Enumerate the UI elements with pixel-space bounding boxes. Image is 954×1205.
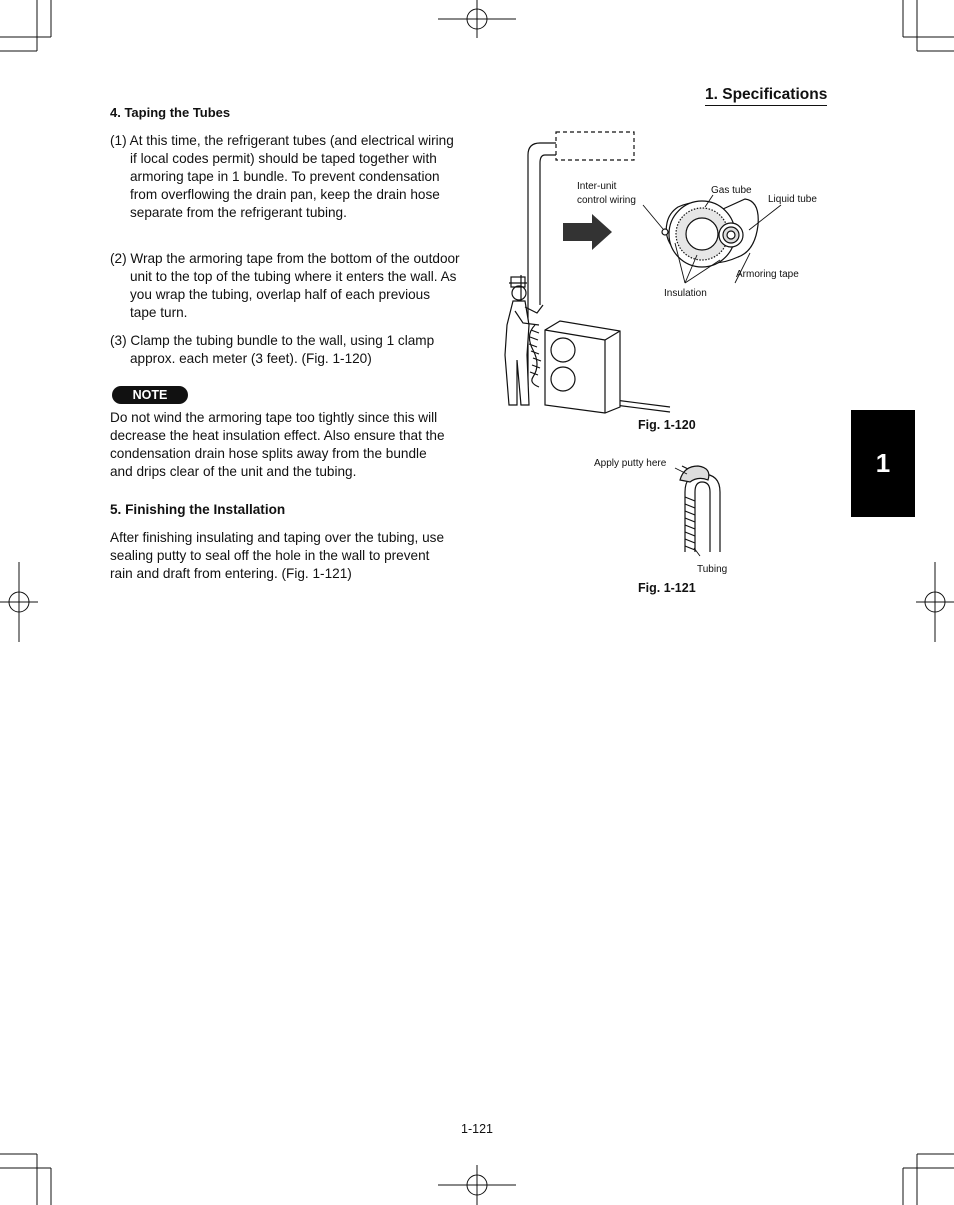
label-tubing: Tubing [697,564,728,575]
fig-1-121-caption: Fig. 1-121 [638,581,696,595]
taping-item-1: (1) At this time, the refrigerant tubes (and electrical wiring if local codes permit) should be taped together with armoring tape in 1 bundle. To prevent condensation from overflowing the drain pan, keep the drain hose separate from the refrigerant tubing. [110,133,454,220]
taping-item-3: (3) Clamp the tubing bundle to the wall, using 1 clamp approx. each meter (3 feet). (Fig. 1-120) [110,333,435,366]
finishing-heading: 5. Finishing the Installation [110,502,286,517]
label-armoring-tape: Armoring tape [736,269,799,280]
label-inter-unit-1: Inter-unit [577,181,617,192]
fig-1-120-illustration [495,125,825,415]
label-gas-tube: Gas tube [711,185,752,196]
chapter-tab: 1 [851,410,915,517]
taping-heading: 4. Taping the Tubes [110,105,231,120]
finishing-text: After finishing insulating and taping over the tubing, use sealing putty to seal off the hole in the wall to prevent rain and draft from entering. (Fig. 1-121) [110,530,445,581]
page-number: 1-121 [461,1122,493,1136]
label-apply-putty: Apply putty here [594,458,667,469]
taping-item-2: (2) Wrap the armoring tape from the bottom of the outdoor unit to the top of the tubing where it enters the wall. As you wrap the tubing, overlap half of each previous tape turn. [110,251,460,320]
fig-1-121-illustration [590,452,750,577]
section-title: 1. Specifications [705,86,827,106]
note-text: Do not wind the armoring tape too tightly since this will decrease the heat insulation effect. Also ensure that the condensation drain hose splits away from the bundle and drips clear of the unit and the tubing. [110,410,445,479]
label-liquid-tube: Liquid tube [768,194,817,205]
note-badge: NOTE [112,386,188,404]
arrow-icon [563,214,612,250]
label-inter-unit-2: control wiring [577,195,636,206]
fig-1-120-caption: Fig. 1-120 [638,418,696,432]
label-insulation: Insulation [664,288,707,299]
